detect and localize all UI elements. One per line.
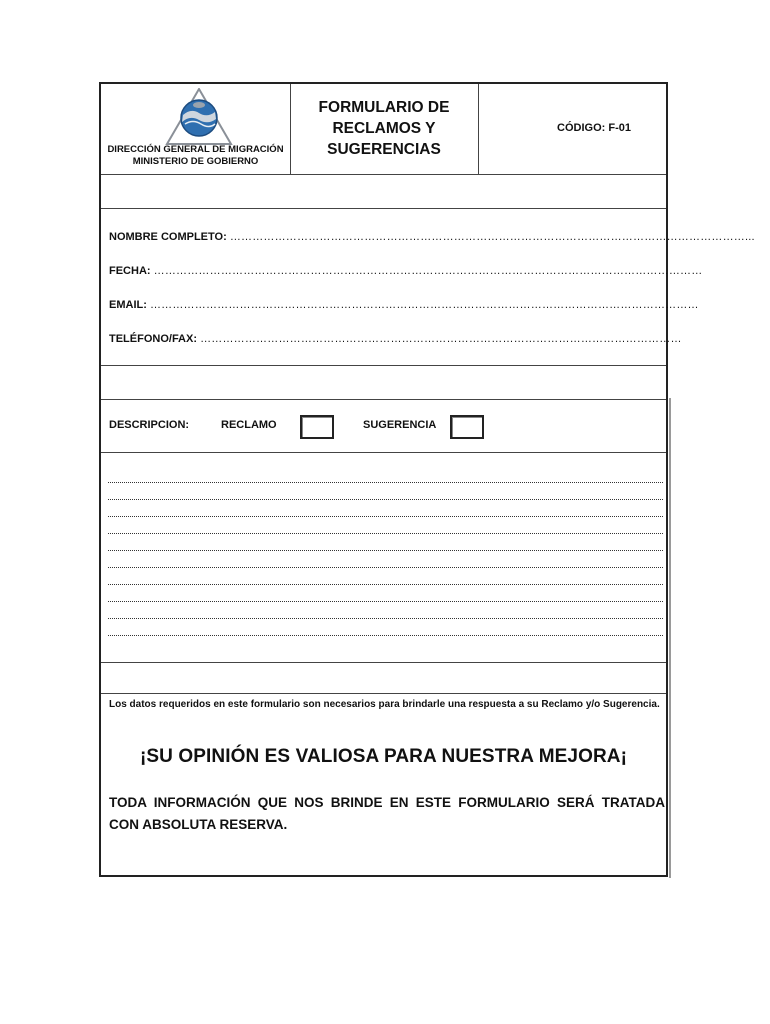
privacy-note: Los datos requeridos en este formulario son necesarios para brindarle una respuesta a su Reclamo y/o Sugerencia. <box>109 699 660 710</box>
writing-line <box>108 618 663 619</box>
writing-line <box>108 533 663 534</box>
org-cell <box>101 84 291 174</box>
description-text-area[interactable] <box>101 453 666 663</box>
writing-line <box>108 550 663 551</box>
writing-line <box>108 584 663 585</box>
page-edge-shadow <box>669 398 671 878</box>
description-type-row <box>101 400 666 453</box>
org-name <box>101 144 290 168</box>
confidentiality-statement: TODA INFORMACIÓN QUE NOS BRINDE EN ESTE FORMULARIO SERÁ TRATADA CON ABSOLUTA RESERVA. <box>109 795 665 832</box>
date-field[interactable] <box>109 265 702 277</box>
writing-line <box>108 635 663 636</box>
date-label: FECHA: <box>109 265 151 277</box>
sugerencia-checkbox[interactable] <box>450 415 484 439</box>
full-name-label: NOMBRE COMPLETO: <box>109 231 227 243</box>
phone-fax-dots: ………………………………………………………………………………………………………………… <box>200 333 682 345</box>
org-line-2: MINISTERIO DE GOBIERNO <box>132 156 259 167</box>
personal-data-section <box>101 209 755 366</box>
blank-row-1 <box>101 175 666 209</box>
title-line-2: RECLAMOS Y <box>332 119 436 137</box>
blank-row-2 <box>101 366 666 400</box>
reclamo-label: RECLAMO <box>221 419 277 431</box>
description-label: DESCRIPCION: <box>109 419 190 431</box>
code-cell <box>479 84 666 174</box>
slogan: ¡SU OPINIÓN ES VALIOSA PARA NUESTRA MEJORA¡ <box>139 746 628 767</box>
complaint-form <box>99 82 755 877</box>
form-header <box>101 84 666 175</box>
full-name-dots: …………………………………………………………………………………………………………………………... <box>229 231 755 243</box>
title-cell <box>290 84 479 174</box>
phone-fax-field[interactable] <box>109 333 682 345</box>
sugerencia-label: SUGERENCIA <box>363 419 437 431</box>
form-title <box>319 97 450 160</box>
reclamo-checkbox[interactable] <box>300 415 334 439</box>
writing-line <box>108 499 663 500</box>
email-field[interactable] <box>109 299 699 311</box>
email-label: EMAIL: <box>109 299 147 311</box>
migration-logo-icon <box>165 88 233 146</box>
email-dots: ………………………………………………………………………………………………………………………………… <box>149 299 699 311</box>
blank-row-3 <box>101 663 666 694</box>
phone-fax-label: TELÉFONO/FAX: <box>109 333 197 345</box>
writing-line <box>108 516 663 517</box>
full-name-field[interactable] <box>109 231 755 243</box>
form-code: CÓDIGO: F-01 <box>557 122 631 134</box>
writing-line <box>108 482 663 483</box>
org-line-1: DIRECCIÓN GENERAL DE MIGRACIÓN <box>107 144 284 155</box>
writing-line <box>108 601 663 602</box>
writing-line <box>108 567 663 568</box>
title-line-1: FORMULARIO DE <box>318 98 450 116</box>
title-line-3: SUGERENCIAS <box>327 140 441 158</box>
date-dots: ………………………………………………………………………………………………………………………………… <box>153 265 703 277</box>
